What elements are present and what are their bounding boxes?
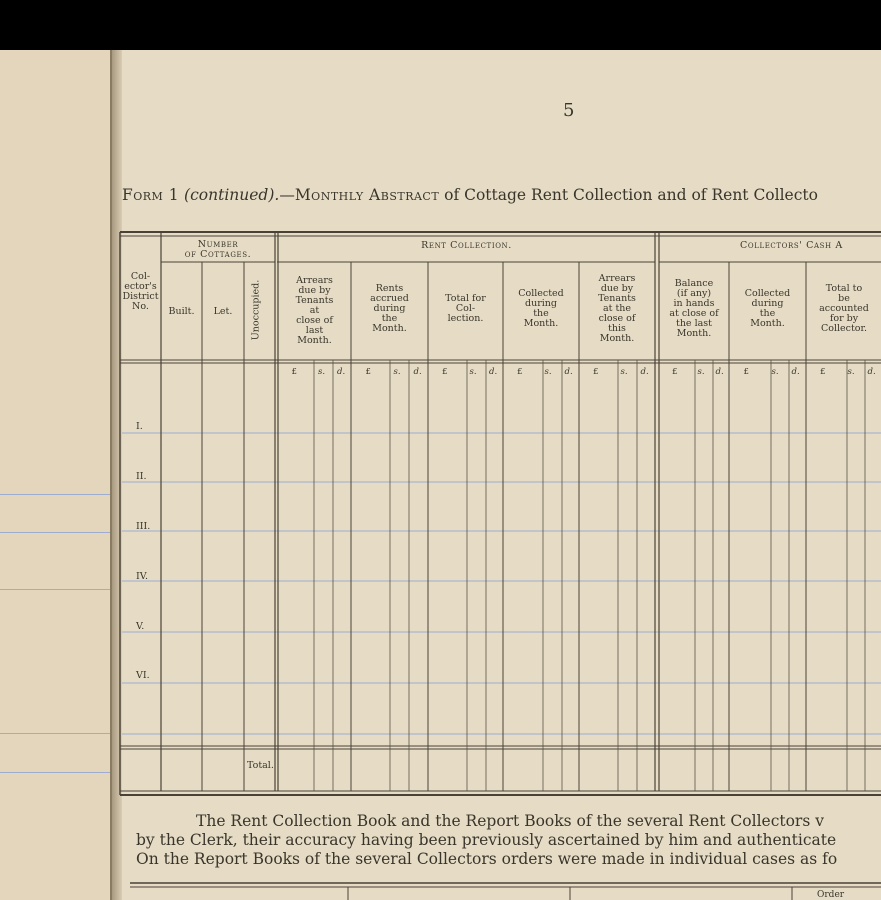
row-label: IV.	[136, 571, 148, 582]
pound-subheader: £	[442, 367, 448, 377]
pence-subheader: d.	[715, 367, 724, 377]
pence-subheader: d.	[337, 367, 346, 377]
collected-month-header: Collected during the Month.	[744, 288, 791, 329]
pound-subheader: £	[743, 367, 749, 377]
row-label: III.	[136, 521, 151, 532]
shilling-subheader: s.	[620, 367, 628, 377]
pence-subheader: d.	[640, 367, 649, 377]
bottom-table-header: Order	[817, 890, 845, 900]
number-of-cottages-header: Number of Cottages.	[184, 239, 252, 260]
pence-subheader: d.	[791, 367, 800, 377]
shilling-subheader: s.	[469, 367, 477, 377]
balance-in-hands-header: Balance (if any) in hands at close of the last Month.	[669, 278, 719, 339]
arrears-this-month-header: Arrears due by Tenants at the close of this Month.	[598, 273, 636, 344]
shilling-subheader: s.	[697, 367, 705, 377]
rent-collection-header: Rent Collection.	[421, 240, 512, 251]
row-label: II.	[136, 471, 147, 482]
row-label: VI.	[136, 670, 150, 681]
paragraph-line: by the Clerk, their accuracy having been previously ascertained by him and authenticate	[136, 831, 837, 849]
rents-accrued-header: Rents accrued during the Month.	[370, 283, 409, 334]
let-header: Let.	[213, 306, 233, 317]
collectors-cash-header: Collectors' Cash A	[740, 240, 843, 251]
unoccupied-header: Unoccupied.	[250, 279, 262, 341]
form-title-abstract: Monthly Abstract	[294, 186, 440, 204]
pence-subheader: d.	[867, 367, 876, 377]
form-title-rest: of Cottage Rent Collection and of Rent Collecto	[444, 186, 818, 204]
built-header: Built.	[168, 306, 195, 317]
pence-subheader: d.	[564, 367, 573, 377]
pound-subheader: £	[593, 367, 599, 377]
form-title-continued: (continued).	[184, 186, 280, 204]
shilling-subheader: s.	[544, 367, 552, 377]
body-paragraph	[136, 812, 837, 869]
pound-subheader: £	[672, 367, 678, 377]
pound-subheader: £	[517, 367, 523, 377]
row-label: V.	[136, 621, 145, 632]
shilling-subheader: s.	[393, 367, 401, 377]
pound-subheader: £	[365, 367, 371, 377]
row-label: I.	[136, 421, 143, 432]
page-number: 5	[563, 100, 575, 121]
total-label: Total.	[247, 760, 274, 771]
total-accounted-header: Total to be accounted for by Collector.	[819, 283, 869, 334]
shilling-subheader: s.	[847, 367, 855, 377]
pence-subheader: d.	[413, 367, 422, 377]
shilling-subheader: s.	[318, 367, 326, 377]
pound-subheader: £	[820, 367, 826, 377]
shilling-subheader: s.	[771, 367, 779, 377]
total-for-collection-header: Total for Col- lection.	[445, 293, 486, 324]
paragraph-line: On the Report Books of the several Collectors orders were made in individual cases as fo	[136, 850, 838, 868]
collected-during-month-header: Collected during the Month.	[518, 288, 564, 329]
form-title-prefix: Form 1	[122, 186, 180, 204]
paragraph-line: The Rent Collection Book and the Report Books of the several Rent Collectors v	[196, 812, 824, 830]
district-header: Col- ector's District No.	[122, 271, 159, 312]
pound-subheader: £	[291, 367, 297, 377]
pence-subheader: d.	[489, 367, 498, 377]
form-title-dash: —	[279, 186, 295, 204]
arrears-last-month-header: Arrears due by Tenants at close of last Month.	[295, 275, 334, 346]
